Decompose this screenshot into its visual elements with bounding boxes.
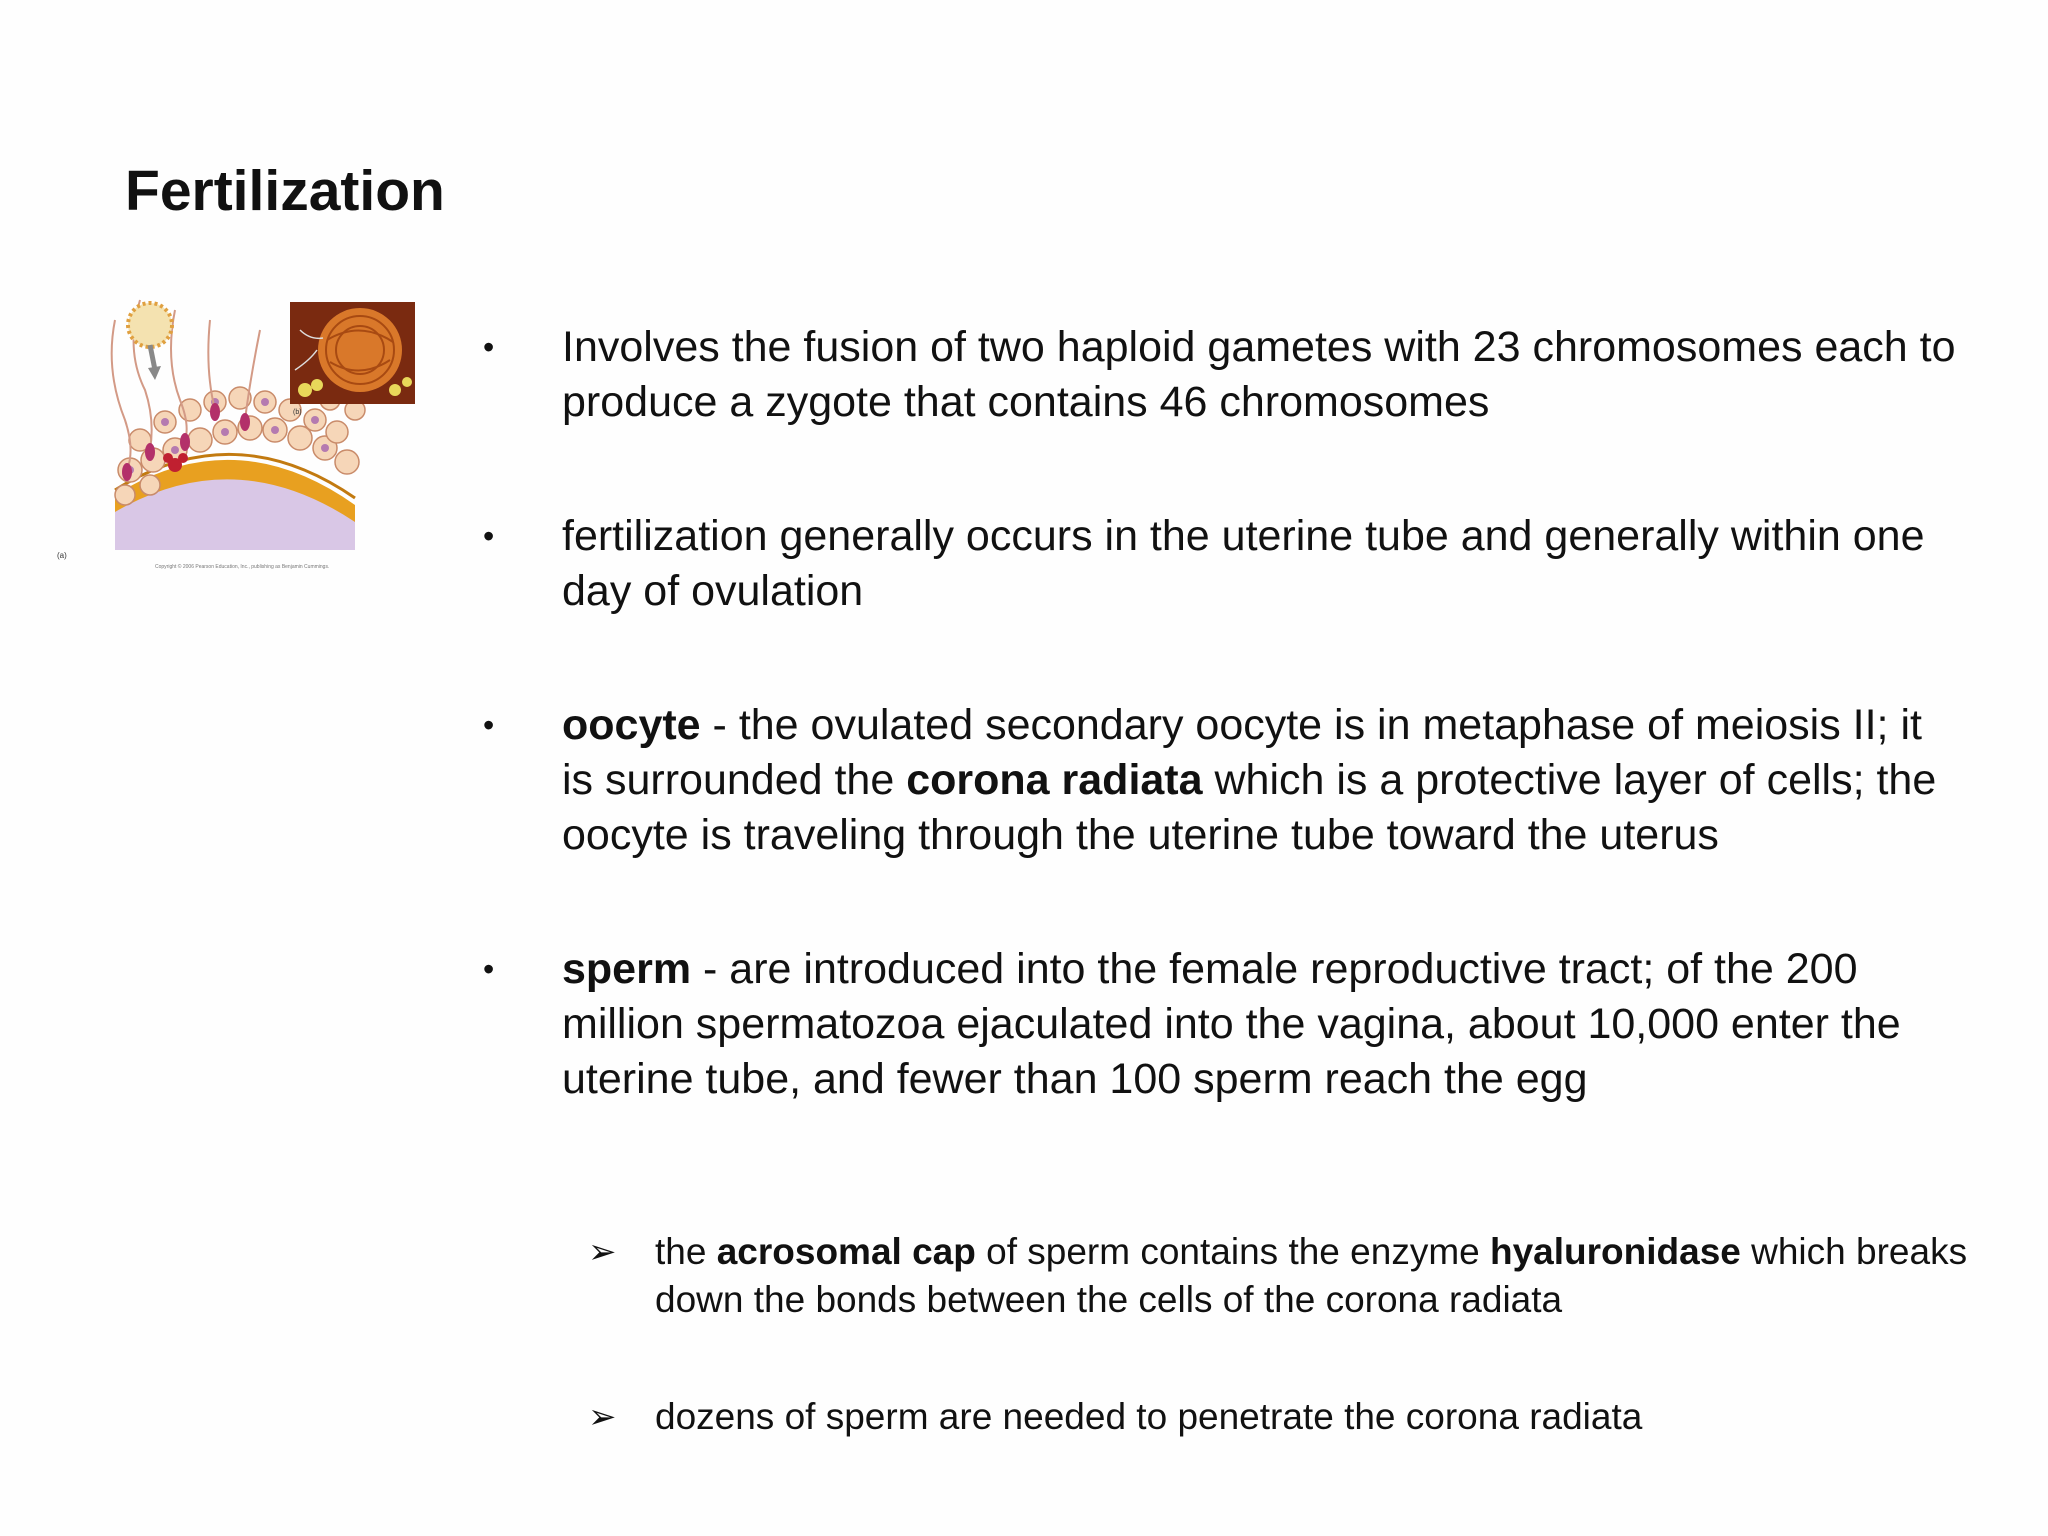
text-run: of sperm contains the enzyme [975, 1231, 1490, 1272]
arrowhead-bullet-icon: ➢ [588, 1233, 617, 1271]
bullet-list [480, 320, 1960, 1186]
text-run: Involves the fusion of two haploid gametes with 23 chromosomes each to produce a zygote that contains 46 chromosomes [562, 323, 1956, 426]
sub-bullet-text [655, 1231, 1967, 1320]
bullet-item [480, 942, 1960, 1107]
bold-term: oocyte [562, 701, 701, 749]
bold-term: hyaluronidase [1490, 1231, 1741, 1272]
bullet-dot-icon: • [483, 518, 495, 554]
bold-term: corona radiata [906, 756, 1203, 804]
bullet-text [562, 945, 1901, 1103]
panel-b-label: (b) [293, 409, 302, 416]
bullet-text [562, 323, 1956, 426]
bullet-item [480, 509, 1960, 619]
fertilization-illustration [55, 290, 425, 570]
sub-bullet-text [655, 1396, 1642, 1437]
bullet-dot-icon: • [483, 329, 495, 365]
text-run: dozens of sperm are needed to penetrate the corona radiata [655, 1396, 1643, 1437]
bullet-item [480, 698, 1960, 863]
text-run: - the ovulated secondary oocyte is in metaphase of meiosis II; it is surrounded the [562, 701, 1922, 804]
text-run: - are introduced into the female reproductive tract; of the 200 million spermatozoa ejaculated into the vagina, about 10,000 enter the uterine tube, and fewer than 100 sperm reach the egg [562, 945, 1901, 1103]
sub-bullet-list [585, 1228, 1985, 1510]
text-run: the [655, 1231, 717, 1272]
sub-bullet-item [585, 1228, 1985, 1324]
bullet-dot-icon: • [483, 707, 495, 743]
sub-bullet-item [585, 1393, 1985, 1441]
text-run: which breaks down the bonds between the cells of the corona radiata [655, 1231, 1968, 1320]
text-run: which is a protective layer of cells; the oocyte is traveling through the uterine tube toward the uterus [562, 756, 1937, 859]
bullet-item [480, 320, 1960, 430]
bullet-text [562, 701, 1936, 859]
panel-a-label: (a) [57, 551, 67, 560]
panel-b-micrograph [290, 302, 415, 404]
bullet-dot-icon: • [483, 951, 495, 987]
text-run: fertilization generally occurs in the uterine tube and generally within one day of ovulation [562, 512, 1925, 615]
arrowhead-bullet-icon: ➢ [588, 1398, 617, 1436]
bold-term: sperm [562, 945, 692, 993]
bullet-text [562, 512, 1924, 615]
bold-term: acrosomal cap [716, 1231, 976, 1272]
slide-title: Fertilization [125, 159, 445, 223]
figure-copyright: Copyright © 2006 Pearson Education, Inc., publishing as Benjamin Cummings. [155, 564, 330, 570]
